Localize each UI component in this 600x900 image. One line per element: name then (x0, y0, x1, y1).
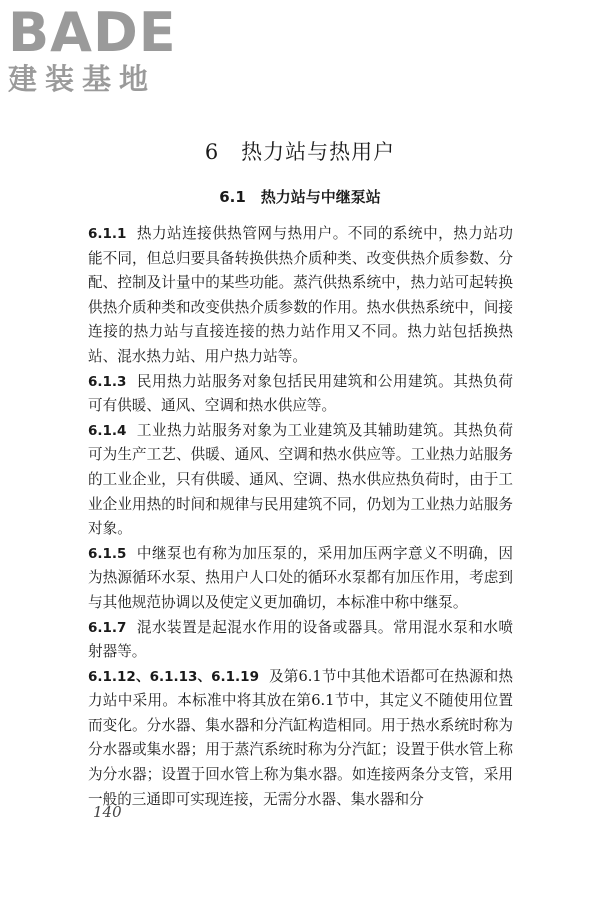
clause-text: 热力站连接供热管网与热用户。不同的系统中，热力站功能不同，但总归要具备转换供热介质种类、改变供热介质参数、分配、控制及计量中的某些功能。蒸汽供热系统中，热力站可起转换供热介质种类和改变供热介质参数的作用。热水供热系统中，间接连接的热力站与直接连接的热力站作用又不同。热力站包括换热站、混水热力站、用户热力站等。 (88, 225, 513, 365)
clause-number: 6.1.5 (88, 545, 127, 562)
clause-number: 6.1.7 (88, 619, 127, 636)
section-title: 6.1 热力站与中继泵站 (219, 188, 381, 206)
clause-text: 工业热力站服务对象为工业建筑及其辅助建筑。其热负荷可为生产工艺、供暖、通风、空调和热水供应等。工业热力站服务的工业企业，只有供暖、通风、空调、热水供应热负荷时，由于工业企业用热的时间和规律与民用建筑不同，仍划为工业热力站服务对象。 (88, 421, 513, 538)
clause-number: 6.1.3 (88, 373, 127, 390)
paragraph (88, 419, 513, 542)
paragraph (88, 222, 513, 370)
clause-text: 及第6.1节中其他术语都可在热源和热力站中采用。本标准中将其放在第6.1节中，其定义不随使用位置而变化。分水器、集水器和分汽缸构造相同。用于热水系统时称为分水器或集水器；用于蒸汽系统时称为分汽缸；设置于供水管上称为分水器；设置于回水管上称为集水器。如连接两条分支管，采用一般的三通即可实现连接，无需分水器、集水器和分 (88, 667, 513, 808)
clause-text: 民用热力站服务对象包括民用建筑和公用建筑。其热负荷可有供暖、通风、空调和热水供应等。 (88, 372, 513, 415)
body-text (88, 222, 513, 812)
clause-number: 6.1.4 (88, 422, 127, 439)
clause-number: 6.1.12、6.1.13、6.1.19 (88, 668, 259, 685)
paragraph (88, 370, 513, 419)
logo (8, 1, 188, 96)
clause-text: 中继泵也有称为加压泵的，采用加压两字意义不明确，因为热源循环水泵、热用户人口处的循环水泵都有加压作用，考虑到与其他规范协调以及使定义更加确切，本标准中称中继泵。 (88, 544, 513, 611)
paragraph (88, 616, 513, 665)
chapter-title: 6 热力站与热用户 (204, 140, 396, 164)
clause-text: 混水装置是起混水作用的设备或器具。常用混水泵和水喷射器等。 (88, 618, 513, 661)
paragraph (88, 665, 513, 813)
page-number: 140 (93, 803, 122, 821)
clause-number: 6.1.1 (88, 226, 127, 242)
paragraph (88, 542, 513, 616)
logo-subtitle: 建装基地 (8, 62, 157, 96)
logo-wordmark: BADE (8, 1, 177, 64)
